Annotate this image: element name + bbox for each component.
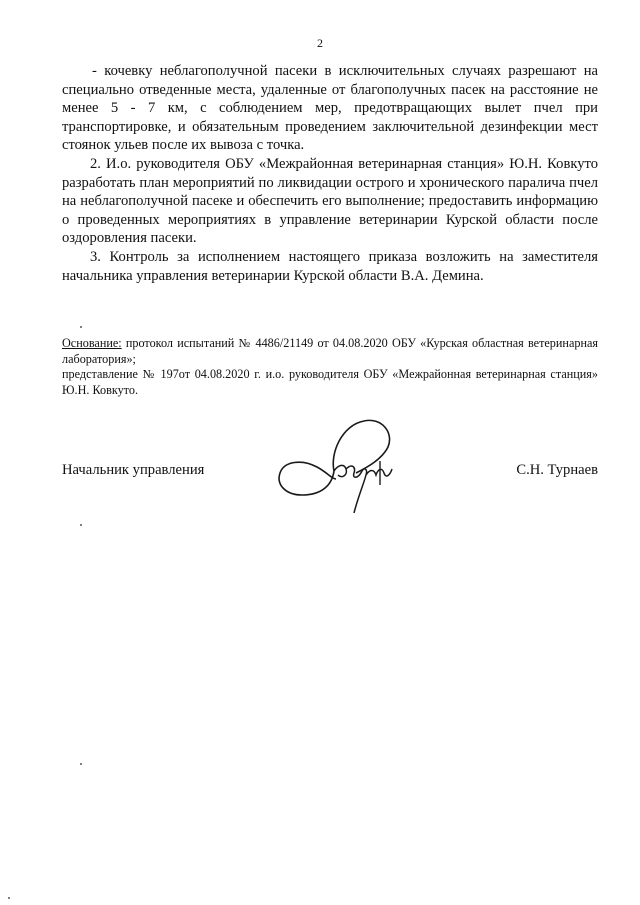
basis-section [62,336,598,398]
signatory-name: С.Н. Турнаев [516,462,598,478]
basis-line-1 [62,336,598,367]
scan-speck [80,326,82,328]
scan-speck [80,524,82,526]
scan-speck [80,763,82,765]
basis-text-1: протокол испытаний № 4486/21149 от 04.08.2020 ОБУ «Курская областная ветеринарная лаборатория»; [62,336,598,366]
basis-line-2: представление № 197от 04.08.2020 г. и.о. руководителя ОБУ «Межрайонная ветеринарная станция» Ю.Н. Ковкуто. [62,367,598,397]
basis-label: Основание: [62,336,122,350]
signature-drawing [272,413,422,523]
signatory-position: Начальник управления [62,462,205,478]
page-number: 2 [317,36,323,50]
handwritten-signature [272,413,422,528]
paragraph-2: 2. И.о. руководителя ОБУ «Межрайонная ветеринарная станция» Ю.Н. Ковкуто разработать план мероприятий по ликвидации острого и хронического паралича пчел на неблагополучной пасеке и обеспечить его выполнение; предоставить информацию о проведенных мероприятиях в управление ветеринарии Курской области после оздоровления пасеки. [62,155,598,247]
scan-speck [8,897,10,899]
paragraph-3: 3. Контроль за исполнением настоящего приказа возложить на заместителя начальника управления ветеринарии Курской области В.А. Демина. [62,248,598,284]
document-body [62,62,598,285]
paragraph-1: - кочевку неблагополучной пасеки в исключительных случаях разрешают на специально отведенные места, удаленные от благополучных пасек на расстояние не менее 5 - 7 км, с соблюдением мер, предотвращающих вылет пчел при транспортировке, и обязательным проведением заключительной дезинфекции мест стоянок ульев после их вывоза с точка. [62,63,598,154]
